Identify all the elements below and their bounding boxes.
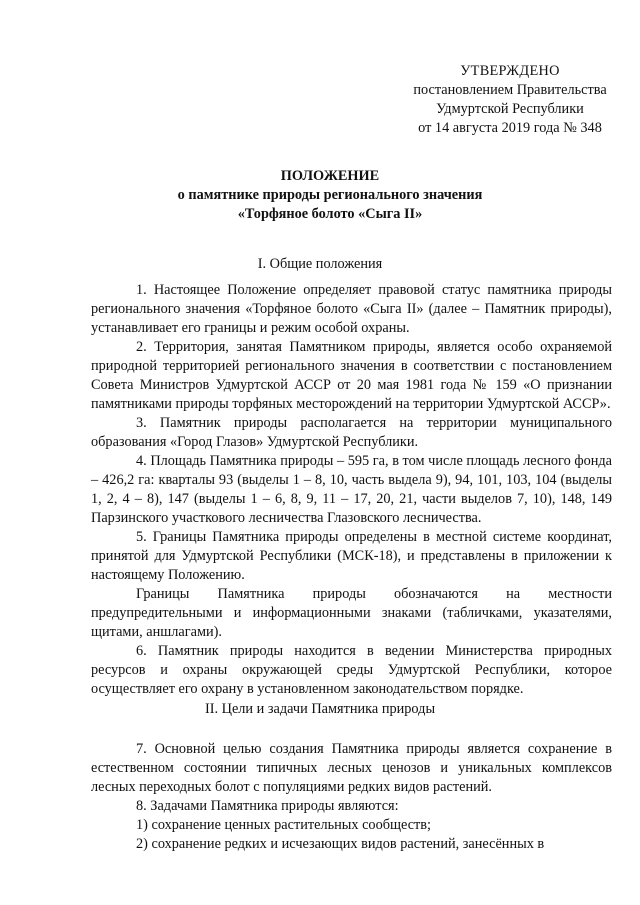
list-item: 1) сохранение ценных растительных сообществ; — [136, 817, 432, 833]
paragraph: 2. Территория, занятая Памятником природы, является особо охраняемой природной территорией регионального значения в соответствии с постановлением Совета Министров Удмуртской АССР от 20 мая 1981 года № 159 «О признании памятниками природы торфяных месторождений на территории Удмуртской АССР». — [91, 339, 612, 412]
section-heading: II. Цели и задачи Памятника природы — [204, 701, 436, 717]
paragraph: Границы Памятника природы обозначаются на местности предупредительными и информационными знаками (табличками, указателями, щитами, аншлагами). — [91, 586, 612, 640]
paragraph: 7. Основной целью создания Памятника природы является сохранение в естественном состоянии типичных лесных ценозов и уникальных комплексов лесных переходных болот с популяциями редких видов растений. — [91, 741, 612, 795]
paragraph: 4. Площадь Памятника природы – 595 га, в том числе площадь лесного фонда – 426,2 га: кварталы 93 (выделы 1 – 8, 10, часть выдела 9), 94, 101, 103, 104 (выделы 1, 2, 4 – 8), 147 (выделы 1 – 6, 8, 9, 11 – 17, 20, 21, части выделов 7, 10), 148, 149 Парзинского участкового лесничества Глазовского лесничества. — [91, 453, 612, 526]
paragraph: 1. Настоящее Положение определяет правовой статус памятника природы регионального значения «Торфяное болото «Сыга II» (далее – Памятник природы), устанавливает его границы и режим особой охраны. — [91, 282, 612, 336]
approval-date: от 14 августа 2019 года № 348 — [418, 120, 602, 136]
document-title-block — [70, 167, 590, 224]
document-subtitle: о памятнике природы регионального значения — [177, 187, 483, 203]
section-body — [91, 281, 612, 699]
document-subtitle: «Торфяное болото «Сыга II» — [237, 206, 423, 222]
document-title: ПОЛОЖЕНИЕ — [280, 168, 380, 184]
paragraph: 8. Задачами Памятника природы являются: — [136, 798, 399, 814]
approval-line: Удмуртской Республики — [436, 101, 584, 117]
approval-title: УТВЕРЖДЕНО — [460, 63, 560, 79]
section-body — [91, 740, 612, 854]
approval-line: постановлением Правительства — [413, 82, 607, 98]
paragraph: 6. Памятник природы находится в ведении Министерства природных ресурсов и охраны окружающей среды Удмуртской Республики, которое осуществляет его охрану в установленном законодательством порядке. — [91, 643, 612, 697]
list-item: 2) сохранение редких и исчезающих видов растений, занесённых в — [136, 836, 545, 852]
paragraph: 3. Памятник природы располагается на территории муниципального образования «Город Глазов» Удмуртской Республики. — [91, 415, 612, 450]
approval-stamp — [395, 62, 625, 138]
paragraph: 5. Границы Памятника природы определены в местной системе координат, принятой для Удмуртской Республики (МСК-18), и представлены в приложении к настоящему Положению. — [91, 529, 612, 583]
section-heading: I. Общие положения — [257, 256, 383, 272]
